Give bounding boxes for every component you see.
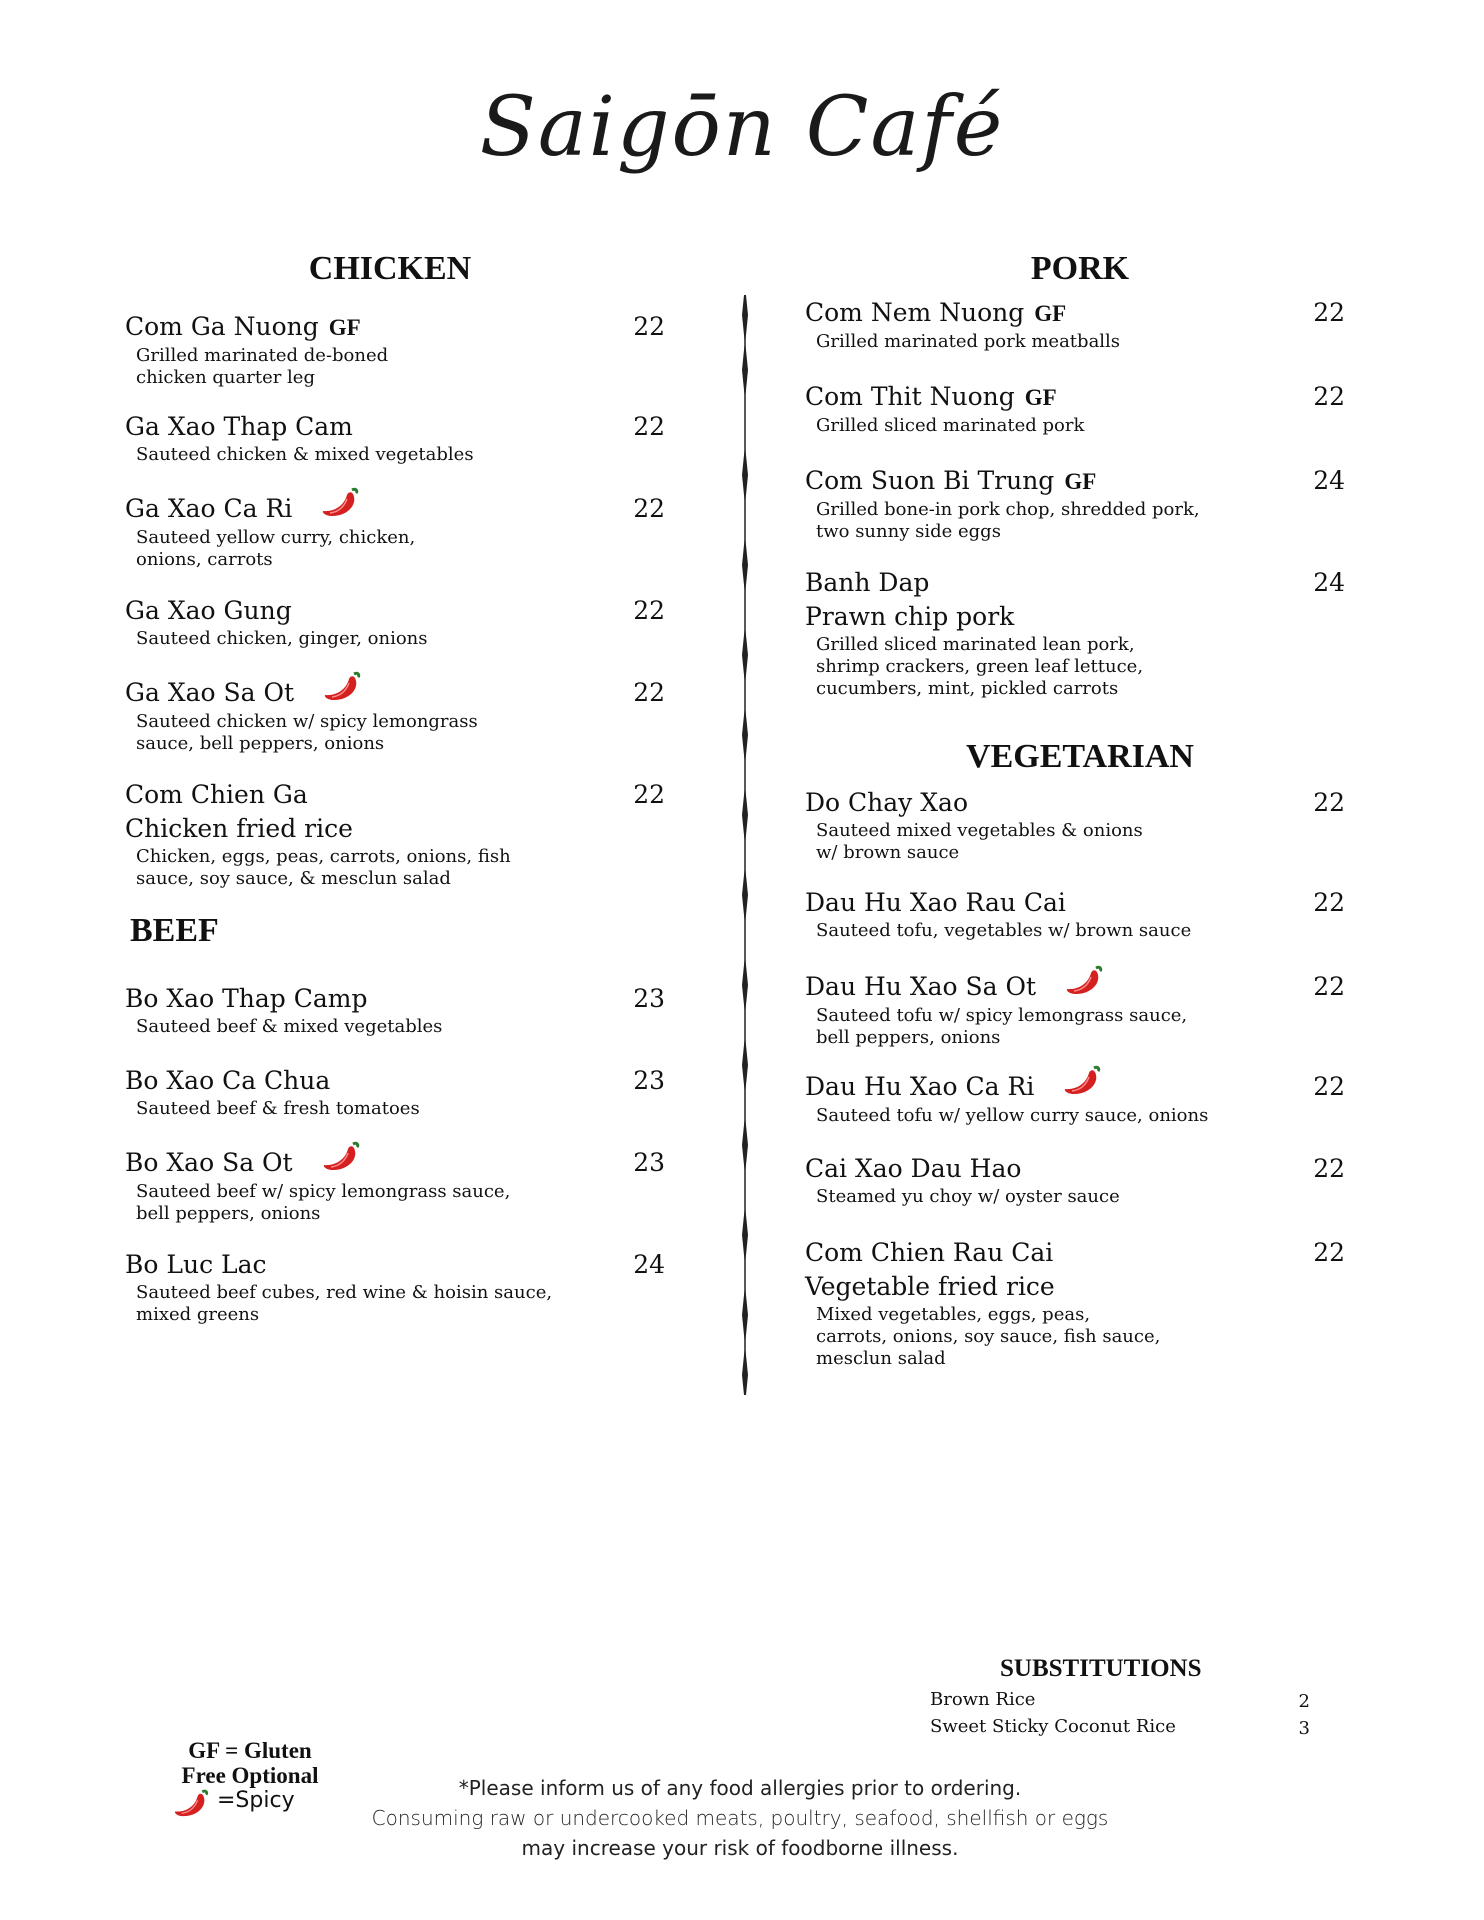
dish-name: Dau Hu Xao Rau Cai bbox=[805, 888, 1066, 917]
menu-item-description: Sauteed mixed vegetables & onions bbox=[816, 820, 1143, 841]
dish-subtitle: Prawn chip pork bbox=[805, 602, 1015, 631]
menu-item-price: 24 bbox=[633, 1250, 665, 1279]
consumption-warning-line1: Consuming raw or undercooked meats, poultry, seafood, shellfish or eggs bbox=[371, 1806, 1109, 1830]
dish-name: Com Nem Nuong bbox=[805, 298, 1025, 327]
legend-spicy bbox=[172, 1788, 295, 1824]
gluten-free-badge: GF bbox=[1034, 301, 1067, 326]
menu-item-price: 22 bbox=[633, 780, 665, 809]
menu-item-description: shrimp crackers, green leaf lettuce, bbox=[816, 656, 1144, 677]
menu-item bbox=[125, 594, 665, 650]
menu-item-description: bell peppers, onions bbox=[816, 1027, 1001, 1048]
chili-icon bbox=[172, 1799, 210, 1824]
section-title-pork: PORK bbox=[1030, 250, 1130, 287]
section-title-beef: BEEF bbox=[130, 912, 219, 949]
section-title-vegetarian: VEGETARIAN bbox=[966, 738, 1194, 775]
divider-ornament bbox=[742, 1345, 748, 1395]
dish-subtitle: Chicken fried rice bbox=[125, 814, 353, 843]
menu-item-name bbox=[805, 464, 1345, 499]
menu-item-description: two sunny side eggs bbox=[816, 521, 1001, 542]
menu-item-description: Sauteed chicken & mixed vegetables bbox=[136, 444, 474, 465]
divider-ornament bbox=[742, 535, 748, 595]
menu-item-description: cucumbers, mint, pickled carrots bbox=[816, 678, 1119, 699]
menu-item bbox=[125, 1146, 665, 1225]
menu-item bbox=[805, 1152, 1345, 1208]
menu-item-name bbox=[125, 1248, 665, 1282]
dish-name: Do Chay Xao bbox=[805, 788, 969, 817]
menu-item-description: Grilled sliced marinated lean pork, bbox=[816, 634, 1135, 655]
menu-item-description: mixed greens bbox=[136, 1304, 260, 1325]
column-divider bbox=[740, 295, 750, 1395]
menu-item bbox=[805, 970, 1345, 1049]
menu-item-description: carrots, onions, soy sauce, fish sauce, bbox=[816, 1326, 1161, 1347]
dish-name: Com Ga Nuong bbox=[125, 312, 319, 341]
dish-name: Com Chien Rau Cai bbox=[805, 1238, 1054, 1267]
section-title-chicken: CHICKEN bbox=[308, 250, 472, 287]
substitution-name: Sweet Sticky Coconut Rice bbox=[930, 1716, 1176, 1737]
menu-item-name bbox=[125, 778, 665, 812]
menu-item-description: w/ brown sauce bbox=[816, 842, 960, 863]
menu-item-description: Sauteed tofu w/ spicy lemongrass sauce, bbox=[816, 1005, 1188, 1026]
dish-name: Bo Xao Sa Ot bbox=[125, 1148, 293, 1177]
menu-item bbox=[125, 1248, 665, 1326]
menu-item-price: 22 bbox=[633, 412, 665, 441]
menu-item-description: sauce, soy sauce, & mesclun salad bbox=[136, 868, 451, 889]
menu-item-price: 22 bbox=[1313, 972, 1345, 1001]
divider-ornament bbox=[742, 865, 748, 925]
menu-item bbox=[805, 464, 1345, 543]
dish-name: Ga Xao Sa Ot bbox=[125, 678, 295, 707]
legend bbox=[160, 1738, 340, 1788]
dish-name: Com Chien Ga bbox=[125, 780, 308, 809]
dish-subtitle: Vegetable fried rice bbox=[805, 1272, 1055, 1301]
menu-item-price: 24 bbox=[1313, 466, 1345, 495]
menu-item-description: Sauteed tofu w/ yellow curry sauce, onions bbox=[816, 1105, 1209, 1126]
menu-item-description: Sauteed yellow curry, chicken, bbox=[136, 527, 416, 548]
menu-item bbox=[125, 778, 665, 890]
substitutions-title: SUBSTITUTIONS bbox=[1000, 1655, 1202, 1682]
menu-item-price: 22 bbox=[633, 596, 665, 625]
restaurant-name: Saigōn Café bbox=[479, 80, 1005, 175]
menu-item bbox=[125, 410, 665, 466]
dish-name: Cai Xao Dau Hao bbox=[805, 1154, 1022, 1183]
menu-item bbox=[805, 566, 1345, 700]
substitution-price: 2 bbox=[1298, 1691, 1310, 1712]
menu-item-name bbox=[125, 310, 665, 345]
menu-item-price: 23 bbox=[633, 984, 665, 1013]
menu-item-price: 22 bbox=[1313, 888, 1345, 917]
menu-item-description: Sauteed beef & mixed vegetables bbox=[136, 1016, 443, 1037]
menu-item-description: Steamed yu choy w/ oyster sauce bbox=[816, 1186, 1120, 1207]
gluten-free-badge: GF bbox=[1064, 469, 1097, 494]
chili-icon bbox=[1064, 964, 1104, 1005]
menu-item bbox=[125, 1064, 665, 1120]
menu-item-price: 22 bbox=[1313, 1072, 1345, 1101]
menu-item-description: Grilled sliced marinated pork bbox=[816, 415, 1085, 436]
divider-ornament bbox=[742, 1115, 748, 1175]
menu-item-name bbox=[805, 786, 1345, 820]
menu-item-description: mesclun salad bbox=[816, 1348, 946, 1369]
menu-item bbox=[805, 886, 1345, 942]
menu-item-price: 22 bbox=[1313, 788, 1345, 817]
legend-gf-line2: Free Optional bbox=[181, 1763, 319, 1788]
substitution-sticky-rice bbox=[930, 1716, 1310, 1738]
menu-item-name bbox=[805, 296, 1345, 331]
chili-icon bbox=[321, 1140, 361, 1181]
menu-item-name bbox=[125, 492, 665, 527]
menu-item-name bbox=[805, 1152, 1345, 1186]
menu-item bbox=[805, 1236, 1345, 1370]
dish-name: Com Thit Nuong bbox=[805, 382, 1015, 411]
divider-ornament bbox=[742, 445, 748, 505]
divider-ornament bbox=[742, 625, 748, 685]
divider-ornament bbox=[742, 1035, 748, 1095]
allergy-notice: *Please inform us of any food allergies prior to ordering. bbox=[458, 1776, 1022, 1800]
menu-item-price: 22 bbox=[1313, 298, 1345, 327]
substitution-name: Brown Rice bbox=[930, 1689, 1036, 1710]
menu-item-description: Sauteed tofu, vegetables w/ brown sauce bbox=[816, 920, 1192, 941]
chili-icon bbox=[1062, 1064, 1102, 1105]
dish-name: Ga Xao Gung bbox=[125, 596, 292, 625]
menu-item-description: onions, carrots bbox=[136, 549, 273, 570]
menu-item bbox=[805, 1070, 1345, 1127]
menu-item-name bbox=[125, 982, 665, 1016]
menu-item-price: 23 bbox=[633, 1066, 665, 1095]
menu-item-name bbox=[125, 594, 665, 628]
menu-item-description: Grilled bone-in pork chop, shredded pork, bbox=[816, 499, 1200, 520]
menu-item bbox=[125, 492, 665, 571]
menu-item-name bbox=[125, 410, 665, 444]
menu-item bbox=[805, 786, 1345, 864]
legend-gf-line1: GF = Gluten bbox=[188, 1738, 312, 1763]
dish-name: Ga Xao Ca Ri bbox=[125, 494, 293, 523]
dish-name: Com Suon Bi Trung bbox=[805, 466, 1055, 495]
divider-ornament bbox=[742, 295, 748, 345]
gluten-free-badge: GF bbox=[1024, 385, 1057, 410]
menu-item-description: Grilled marinated pork meatballs bbox=[816, 331, 1121, 352]
menu-item-name bbox=[805, 1236, 1345, 1270]
menu-item-description: Sauteed beef & fresh tomatoes bbox=[136, 1098, 420, 1119]
divider-ornament bbox=[742, 955, 748, 1015]
divider-ornament bbox=[742, 785, 748, 845]
chili-icon bbox=[322, 670, 362, 711]
menu-item-price: 22 bbox=[633, 678, 665, 707]
menu-item-description: Sauteed chicken, ginger, onions bbox=[136, 628, 428, 649]
substitution-brown-rice bbox=[930, 1689, 1310, 1711]
menu-item bbox=[125, 676, 665, 755]
divider-ornament bbox=[742, 1285, 748, 1345]
legend-spicy-label: =Spicy bbox=[217, 1788, 295, 1813]
menu-item-description: Sauteed beef cubes, red wine & hoisin sauce, bbox=[136, 1282, 553, 1303]
dish-name: Ga Xao Thap Cam bbox=[125, 412, 353, 441]
menu-item-name bbox=[805, 970, 1345, 1005]
divider-ornament bbox=[742, 705, 748, 765]
menu-item bbox=[805, 296, 1345, 353]
gluten-free-badge: GF bbox=[328, 315, 361, 340]
dish-name: Dau Hu Xao Ca Ri bbox=[805, 1072, 1035, 1101]
menu-item-name bbox=[805, 380, 1345, 415]
menu-item bbox=[805, 380, 1345, 437]
chili-icon bbox=[320, 486, 360, 527]
consumption-warning-line2: may increase your risk of foodborne illness. bbox=[521, 1836, 959, 1860]
divider-ornament bbox=[742, 1205, 748, 1265]
menu-item-price: 24 bbox=[1313, 568, 1345, 597]
dish-name: Bo Luc Lac bbox=[125, 1250, 267, 1279]
menu-item-description: chicken quarter leg bbox=[136, 367, 315, 388]
menu-item-price: 22 bbox=[1313, 1238, 1345, 1267]
menu-item-description: Sauteed chicken w/ spicy lemongrass bbox=[136, 711, 478, 732]
menu-item-price: 22 bbox=[1313, 1154, 1345, 1183]
menu-item bbox=[125, 982, 665, 1038]
dish-name: Banh Dap bbox=[805, 568, 930, 597]
menu-item-price: 22 bbox=[633, 494, 665, 523]
dish-name: Bo Xao Thap Camp bbox=[125, 984, 368, 1013]
menu-item-name bbox=[805, 566, 1345, 600]
menu-item bbox=[125, 310, 665, 389]
menu-item-price: 22 bbox=[1313, 382, 1345, 411]
menu-item-description: Chicken, eggs, peas, carrots, onions, fish bbox=[136, 846, 511, 867]
menu-item-name bbox=[805, 1070, 1345, 1105]
menu-item-description: sauce, bell peppers, onions bbox=[136, 733, 385, 754]
menu-item-name bbox=[805, 886, 1345, 920]
menu-item-description: Grilled marinated de-boned bbox=[136, 345, 389, 366]
substitution-price: 3 bbox=[1298, 1718, 1310, 1739]
menu-item-description: bell peppers, onions bbox=[136, 1203, 321, 1224]
menu-item-price: 23 bbox=[633, 1148, 665, 1177]
menu-item-name bbox=[125, 676, 665, 711]
dish-name: Dau Hu Xao Sa Ot bbox=[805, 972, 1037, 1001]
dish-name: Bo Xao Ca Chua bbox=[125, 1066, 331, 1095]
menu-item-name bbox=[125, 1064, 665, 1098]
menu-item-description: Sauteed beef w/ spicy lemongrass sauce, bbox=[136, 1181, 511, 1202]
menu-item-description: Mixed vegetables, eggs, peas, bbox=[816, 1304, 1091, 1325]
menu-item-name bbox=[125, 1146, 665, 1181]
divider-ornament bbox=[742, 340, 748, 400]
menu-item-price: 22 bbox=[633, 312, 665, 341]
